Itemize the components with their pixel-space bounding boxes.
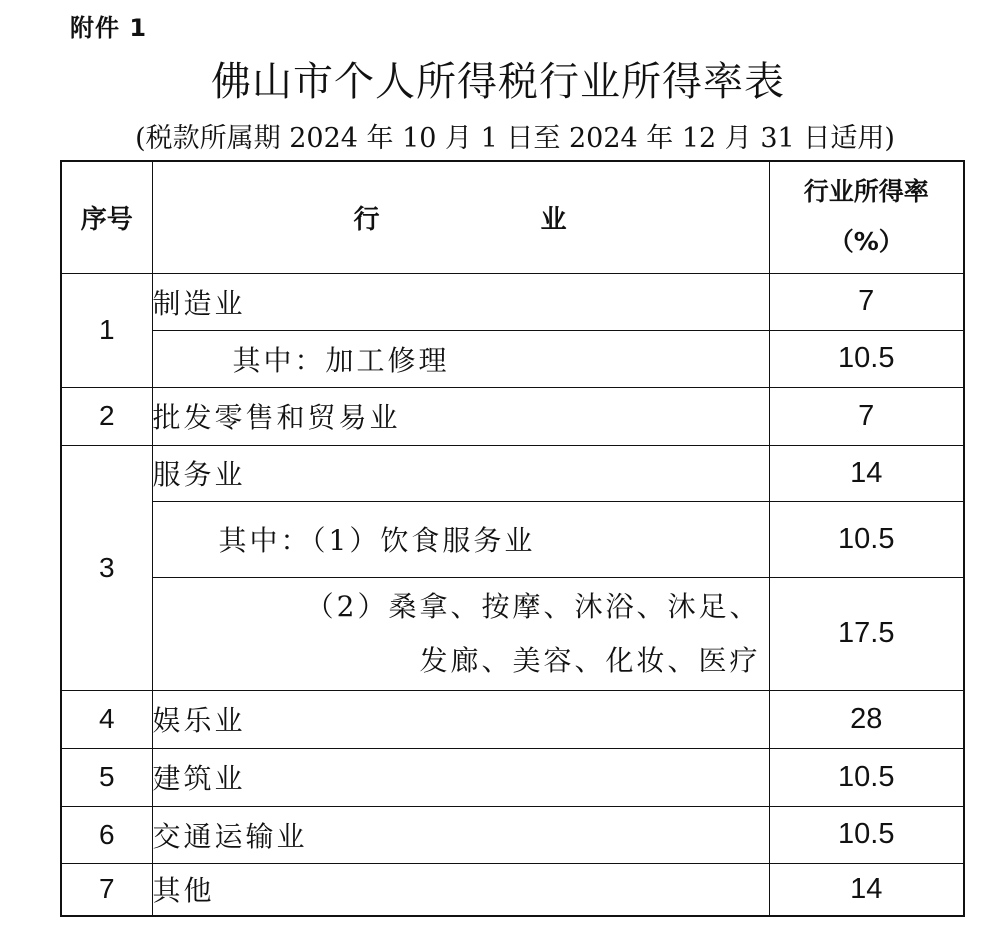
rate-cell: 10.5 bbox=[769, 330, 964, 387]
header-industry-char-2: 业 bbox=[540, 204, 568, 235]
table-row bbox=[61, 273, 964, 330]
rate-cell: 14 bbox=[769, 445, 964, 501]
industry-cell: 其中：加工修理 bbox=[152, 330, 769, 387]
industry-cell: 其他 bbox=[152, 863, 769, 916]
table-row bbox=[61, 501, 964, 577]
table-row bbox=[61, 863, 964, 916]
header-industry-char-1: 行 bbox=[353, 204, 381, 235]
rate-cell: 14 bbox=[769, 863, 964, 916]
header-rate-label: 行业所得率 bbox=[803, 177, 929, 207]
table-header-row bbox=[61, 161, 964, 273]
table-row bbox=[61, 690, 964, 748]
table-row bbox=[61, 806, 964, 863]
table-row bbox=[61, 445, 964, 501]
attachment-label: 附件 1 bbox=[70, 14, 148, 42]
rate-cell: 7 bbox=[769, 273, 964, 330]
industry-cell: 其中：（1）饮食服务业 bbox=[152, 501, 769, 577]
header-rate bbox=[769, 161, 964, 273]
rate-cell: 17.5 bbox=[769, 577, 964, 690]
industry-cell-line-2: 发廊、美容、化妆、医疗 bbox=[419, 643, 761, 677]
header-serial-number: 序号 bbox=[61, 161, 152, 273]
row-number: 7 bbox=[61, 863, 152, 916]
row-number: 2 bbox=[61, 387, 152, 445]
industry-cell: 服务业 bbox=[152, 445, 769, 501]
industry-cell: 批发零售和贸易业 bbox=[152, 387, 769, 445]
table-row bbox=[61, 748, 964, 806]
rate-cell: 28 bbox=[769, 690, 964, 748]
industry-cell-line-1: （2）桑拿、按摩、沐浴、沐足、 bbox=[305, 589, 761, 623]
row-number: 5 bbox=[61, 748, 152, 806]
row-number: 3 bbox=[61, 445, 152, 690]
row-number: 1 bbox=[61, 273, 152, 387]
row-number: 6 bbox=[61, 806, 152, 863]
table-row bbox=[61, 387, 964, 445]
industry-cell: 交通运输业 bbox=[152, 806, 769, 863]
industry-cell: 制造业 bbox=[152, 273, 769, 330]
rate-cell: 7 bbox=[769, 387, 964, 445]
industry-cell: 娱乐业 bbox=[152, 690, 769, 748]
industry-cell-multiline bbox=[152, 577, 769, 690]
table-row bbox=[61, 330, 964, 387]
rate-cell: 10.5 bbox=[769, 806, 964, 863]
rate-cell: 10.5 bbox=[769, 501, 964, 577]
table-row bbox=[61, 577, 964, 690]
page-title: 佛山市个人所得税行业所得率表 bbox=[211, 59, 785, 105]
header-rate-unit: （%） bbox=[828, 227, 904, 257]
rate-cell: 10.5 bbox=[769, 748, 964, 806]
industry-cell: 建筑业 bbox=[152, 748, 769, 806]
page-subtitle: (税款所属期 2024 年 10 月 1 日至 2024 年 12 月 31 日适用) bbox=[135, 123, 895, 154]
industry-rate-table bbox=[60, 160, 965, 917]
header-industry bbox=[152, 161, 769, 273]
row-number: 4 bbox=[61, 690, 152, 748]
